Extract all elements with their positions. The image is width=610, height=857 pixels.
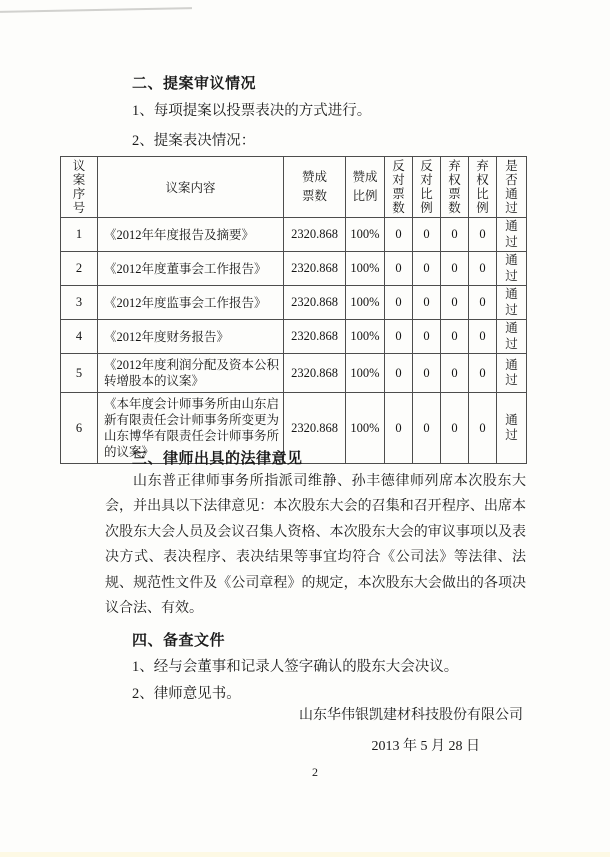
- review-item-voting-results: 2、提案表决情况：: [132, 133, 256, 149]
- cell-passed: 通过: [497, 320, 527, 354]
- table-row: [61, 286, 527, 320]
- table-header-row: [61, 157, 527, 218]
- col-header-votes-against: 反对票数: [385, 157, 413, 218]
- page-number: 2: [312, 765, 318, 779]
- cell-proposal-no: 5: [61, 354, 98, 393]
- col-header-proposal-content: 议案内容: [98, 157, 284, 218]
- cell-ratio-abstain: 0: [469, 320, 497, 354]
- cell-proposal-no: 1: [61, 218, 98, 252]
- cell-ratio-abstain: 0: [469, 393, 497, 464]
- cell-votes-for: 2320.868: [284, 286, 346, 320]
- col-header-votes-for: 赞成票数: [284, 157, 346, 218]
- cell-votes-against: 0: [385, 286, 413, 320]
- cell-passed: 通过: [497, 218, 527, 252]
- cell-ratio-against: 0: [413, 252, 441, 286]
- scan-artifact-bottom-strip: [0, 852, 610, 857]
- documents-item-resolution: 1、经与会董事和记录人签字确认的股东大会决议。: [132, 659, 459, 675]
- cell-proposal-no: 4: [61, 320, 98, 354]
- col-header-ratio-against: 反对比例: [413, 157, 441, 218]
- cell-proposal-no: 2: [61, 252, 98, 286]
- cell-passed: 通过: [497, 354, 527, 393]
- cell-votes-for: 2320.868: [284, 252, 346, 286]
- scan-artifact-line: [0, 7, 192, 12]
- col-header-passed: 是否通过: [497, 157, 527, 218]
- cell-ratio-against: 0: [413, 354, 441, 393]
- cell-ratio-against: 0: [413, 393, 441, 464]
- cell-proposal-content: 《本年度会计师事务所由山东启新有限责任会计师事务所变更为山东博华有限责任会计师事务所的议案》: [98, 393, 284, 464]
- cell-proposal-content: 《2012年度财务报告》: [98, 320, 284, 354]
- cell-passed: 通过: [497, 252, 527, 286]
- section-heading-legal-opinion: 三、律师出具的法律意见: [132, 451, 303, 467]
- col-header-ratio-for: 赞成比例: [346, 157, 385, 218]
- cell-proposal-no: 3: [61, 286, 98, 320]
- cell-votes-against: 0: [385, 393, 413, 464]
- signature-company-name: 山东华伟银凯建材科技股份有限公司: [299, 708, 523, 723]
- cell-ratio-for: 100%: [346, 320, 385, 354]
- col-header-proposal-no: 议案序号: [61, 157, 98, 218]
- cell-proposal-content: 《2012年度利润分配及资本公积转增股本的议案》: [98, 354, 284, 393]
- table-row: [61, 320, 527, 354]
- cell-votes-abstain: 0: [441, 354, 469, 393]
- cell-votes-against: 0: [385, 218, 413, 252]
- cell-votes-abstain: 0: [441, 320, 469, 354]
- cell-votes-against: 0: [385, 320, 413, 354]
- table-row: [61, 218, 527, 252]
- documents-item-legal-opinion: 2、律师意见书。: [132, 686, 241, 702]
- cell-proposal-content: 《2012年度董事会工作报告》: [98, 252, 284, 286]
- cell-votes-for: 2320.868: [284, 354, 346, 393]
- cell-votes-for: 2320.868: [284, 218, 346, 252]
- cell-passed: 通过: [497, 286, 527, 320]
- col-header-ratio-abstain: 弃权比例: [469, 157, 497, 218]
- section-heading-reference-documents: 四、备查文件: [132, 633, 226, 649]
- cell-proposal-no: 6: [61, 393, 98, 464]
- section-heading-proposal-review: 二、提案审议情况: [132, 76, 257, 92]
- cell-ratio-against: 0: [413, 320, 441, 354]
- cell-ratio-abstain: 0: [469, 354, 497, 393]
- legal-opinion-paragraph: 山东普正律师事务所指派司维静、孙丰德律师列席本次股东大会，并出具以下法律意见：本次股东大会的召集和召开程序、出席本次股东大会人员及会议召集人资格、本次股东大会的审议事项以及表决方式、表决程序、表决结果等事宜均符合《公司法》等法律、法规、规范性文件及《公司章程》的规定，本次股东大会做出的各项决议合法、有效。: [105, 474, 526, 617]
- cell-ratio-for: 100%: [346, 393, 385, 464]
- cell-ratio-against: 0: [413, 286, 441, 320]
- cell-votes-abstain: 0: [441, 286, 469, 320]
- cell-votes-against: 0: [385, 354, 413, 393]
- cell-ratio-for: 100%: [346, 354, 385, 393]
- cell-votes-against: 0: [385, 252, 413, 286]
- cell-ratio-abstain: 0: [469, 218, 497, 252]
- review-item-voting-method: 1、每项提案以投票表决的方式进行。: [132, 103, 372, 119]
- cell-proposal-content: 《2012年年度报告及摘要》: [98, 218, 284, 252]
- col-header-votes-abstain: 弃权票数: [441, 157, 469, 218]
- cell-ratio-abstain: 0: [469, 286, 497, 320]
- signature-date: 2013 年 5 月 28 日: [371, 739, 480, 754]
- cell-ratio-against: 0: [413, 218, 441, 252]
- cell-votes-abstain: 0: [441, 218, 469, 252]
- cell-ratio-for: 100%: [346, 218, 385, 252]
- cell-votes-abstain: 0: [441, 393, 469, 464]
- cell-passed: 通过: [497, 393, 527, 464]
- cell-votes-for: 2320.868: [284, 393, 346, 464]
- table-row: [61, 354, 527, 393]
- cell-votes-abstain: 0: [441, 252, 469, 286]
- vote-results-table: [60, 156, 527, 464]
- cell-ratio-for: 100%: [346, 252, 385, 286]
- cell-ratio-for: 100%: [346, 286, 385, 320]
- cell-votes-for: 2320.868: [284, 320, 346, 354]
- cell-proposal-content: 《2012年度监事会工作报告》: [98, 286, 284, 320]
- cell-ratio-abstain: 0: [469, 252, 497, 286]
- table-row: [61, 252, 527, 286]
